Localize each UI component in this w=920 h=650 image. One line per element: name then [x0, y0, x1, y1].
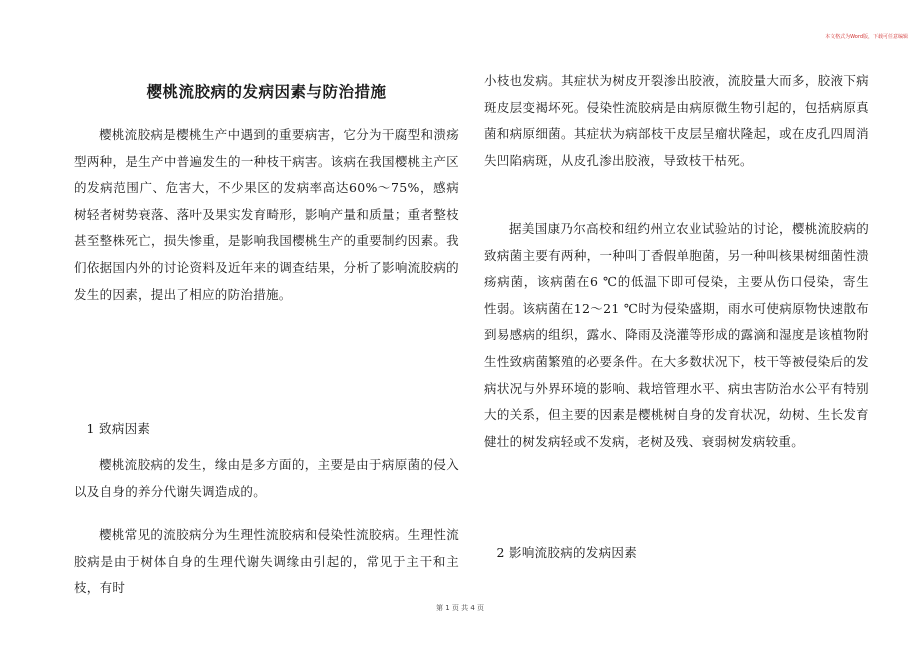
- intro-paragraph: 樱桃流胶病是樱桃生产中遇到的重要病害，它分为干腐型和溃疡型两种，是生产中普遍发生的一种枝干病害。该病在我国樱桃主产区的发病范围广、危害大，不少果区的发病率高达60%～75%，感病树轻者树势衰落、落叶及果实发育畸形，影响产量和质量；重者整枝甚至整株死亡，损失惨重，是影响我国樱桃生产的重要制约因素。我们依据国内外的讨论资料及近年来的调查结果，分析了影响流胶病的发生的因素，提出了相应的防治措施。: [74, 127, 459, 302]
- watermark-text: 本文格式为Word版，下载可任意编辑: [825, 34, 908, 40]
- document-title: 樱桃流胶病的发病因素与防治措施: [146, 82, 387, 101]
- page-footer: 第 1 页 共 4 页: [435, 604, 485, 612]
- paragraph-research: 据美国康乃尔高校和纽约州立农业试验站的讨论，樱桃流胶病的致病菌主要有两种，一种叫丁香假单胞菌，另一种叫核果树细菌性溃疡病菌，该病菌在6 ℃的低温下即可侵染，主要从伤口侵染，寄生性弱。该病菌在12～21 ℃时为侵染盛期，雨水可使病原物快速散布到易感病的组织，露水、降雨及浇灌等形成的露滴和湿度是该植物附生性致病菌繁殖的必要条件。在大多数状况下，枝干等被侵染后的发病状况与外界环境的影响、栽培管理水平、病虫害防治水公平有特别大的关系，但主要的因素是樱桃树自身的发育状况，幼树、生长发育健壮的树发病轻或不发病，老树及残、衰弱树发病较重。: [484, 221, 869, 449]
- section-heading-2: 2 影响流胶病的发病因素: [496, 545, 638, 560]
- paragraph-3: 樱桃常见的流胶病分为生理性流胶病和侵染性流胶病。生理性流胶病是由于树体自身的生理代谢失调缘由引起的，常见于主干和主枝，有时: [74, 527, 459, 596]
- paragraph-continued: 小枝也发病。其症状为树皮开裂渗出胶液，流胶量大而多，胶液下病斑皮层变褐坏死。侵染性流胶病是由病原微生物引起的，包括病原真菌和病原细菌。其症状为病部枝干皮层呈瘤状隆起，或在皮孔四周消失凹陷病斑，从皮孔渗出胶液，导致枝干枯死。: [484, 73, 869, 168]
- section-heading-1: 1 致病因素: [86, 421, 151, 436]
- paragraph-2: 樱桃流胶病的发生，缘由是多方面的，主要是由于病原菌的侵入以及自身的养分代谢失调造成的。: [74, 457, 459, 499]
